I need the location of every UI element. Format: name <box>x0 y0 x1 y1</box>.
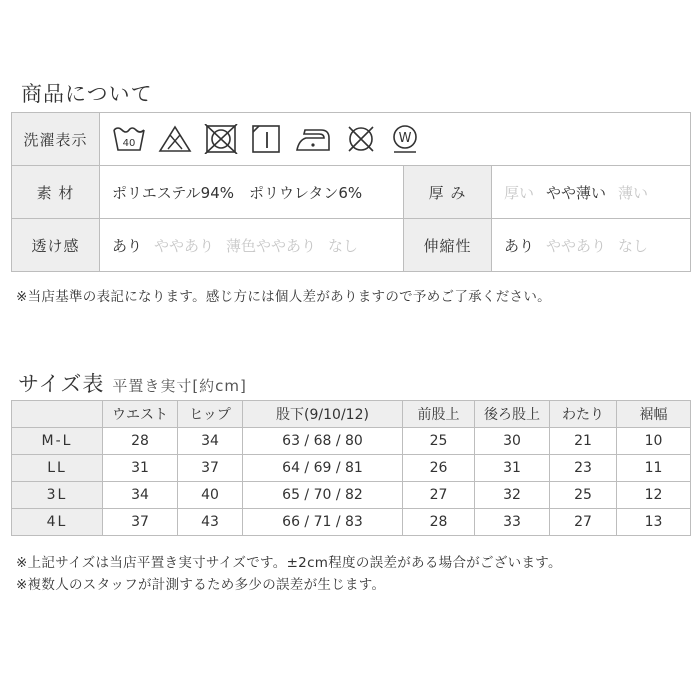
material-value: ポリエステル94% ポリウレタン6% <box>100 166 404 219</box>
thickness-option-thin: 薄い <box>618 183 649 202</box>
column-header: 股下(9/10/12) <box>243 401 403 428</box>
bleach-ok-icon <box>158 124 192 154</box>
table-cell: 31 <box>103 455 178 482</box>
wet-clean-icon <box>390 123 420 155</box>
table-cell: 64 / 69 / 81 <box>243 455 403 482</box>
table-cell: 27 <box>550 509 617 536</box>
product-note: ※当店基準の表記になります。感じ方には個人差がありますので予めご了承ください。 <box>16 289 551 305</box>
table-cell: 66 / 71 / 83 <box>243 509 403 536</box>
line-dry-shade-icon <box>250 124 282 154</box>
column-header: 前股上 <box>403 401 475 428</box>
stretch-label: 伸縮性 <box>404 219 492 272</box>
care-row <box>12 113 691 166</box>
table-cell: 33 <box>475 509 550 536</box>
sheer-stretch-row <box>12 219 691 272</box>
iron-low-icon <box>294 124 332 154</box>
table-row <box>12 455 691 482</box>
table-cell: 30 <box>475 428 550 455</box>
table-cell: 26 <box>403 455 475 482</box>
size-label: LL <box>12 455 103 482</box>
stretch-option-yes: あり <box>504 236 535 255</box>
table-row <box>12 482 691 509</box>
size-label: M-L <box>12 428 103 455</box>
care-icons <box>100 113 691 166</box>
thickness-option-slightly-thin: やや薄い <box>546 183 607 202</box>
size-table-title: サイズ表 <box>18 372 105 396</box>
table-cell: 43 <box>178 509 243 536</box>
table-cell: 23 <box>550 455 617 482</box>
table-cell: 25 <box>403 428 475 455</box>
table-row <box>12 428 691 455</box>
sheer-option-slight: ややあり <box>154 236 215 255</box>
table-cell: 21 <box>550 428 617 455</box>
wash-temp-text: 40 <box>122 138 136 149</box>
table-cell: 34 <box>178 428 243 455</box>
stretch-option-slight: ややあり <box>546 236 607 255</box>
sheer-label: 透け感 <box>12 219 100 272</box>
no-tumble-dry-icon <box>204 124 238 154</box>
table-cell: 34 <box>103 482 178 509</box>
table-cell: 10 <box>617 428 691 455</box>
table-cell: 63 / 68 / 80 <box>243 428 403 455</box>
size-table <box>11 400 691 536</box>
size-table-header <box>12 401 691 428</box>
care-label: 洗濯表示 <box>12 113 100 166</box>
table-cell: 27 <box>403 482 475 509</box>
table-cell: 32 <box>475 482 550 509</box>
table-cell: 13 <box>617 509 691 536</box>
wash-40-icon <box>112 124 146 154</box>
sheer-option-yes: あり <box>112 236 143 255</box>
no-dry-clean-icon <box>344 124 378 154</box>
column-header: 後ろ股上 <box>475 401 550 428</box>
table-cell: 11 <box>617 455 691 482</box>
sheer-options <box>100 219 404 272</box>
material-label: 素 材 <box>12 166 100 219</box>
sheer-option-light-colors: 薄色ややあり <box>226 236 317 255</box>
table-cell: 31 <box>475 455 550 482</box>
column-header: ヒップ <box>178 401 243 428</box>
table-row <box>12 509 691 536</box>
thickness-label: 厚 み <box>404 166 492 219</box>
table-cell: 28 <box>403 509 475 536</box>
table-cell: 65 / 70 / 82 <box>243 482 403 509</box>
table-cell: 12 <box>617 482 691 509</box>
table-cell: 37 <box>103 509 178 536</box>
column-header: ウエスト <box>103 401 178 428</box>
product-info-table <box>11 112 691 272</box>
table-cell: 40 <box>178 482 243 509</box>
stretch-options <box>492 219 691 272</box>
wet-clean-text: W <box>398 131 412 146</box>
table-cell: 28 <box>103 428 178 455</box>
size-table-heading <box>18 368 247 398</box>
size-table-subtitle: 平置き実寸[約cm] <box>112 377 247 395</box>
sheer-option-none: なし <box>328 236 359 255</box>
stretch-option-none: なし <box>618 236 649 255</box>
thickness-option-thick: 厚い <box>504 183 535 202</box>
column-header: わたり <box>550 401 617 428</box>
size-note-1: ※上記サイズは当店平置き実寸サイズです。±2cm程度の誤差がある場合がございます。 <box>16 555 562 571</box>
size-note-2: ※複数人のスタッフが計測するため多少の誤差が生じます。 <box>16 577 386 593</box>
table-cell: 37 <box>178 455 243 482</box>
thickness-options <box>492 166 691 219</box>
product-info-heading: 商品について <box>21 82 153 106</box>
column-header <box>12 401 103 428</box>
table-cell: 25 <box>550 482 617 509</box>
column-header: 裾幅 <box>617 401 691 428</box>
material-row <box>12 166 691 219</box>
size-label: 3L <box>12 482 103 509</box>
size-label: 4L <box>12 509 103 536</box>
